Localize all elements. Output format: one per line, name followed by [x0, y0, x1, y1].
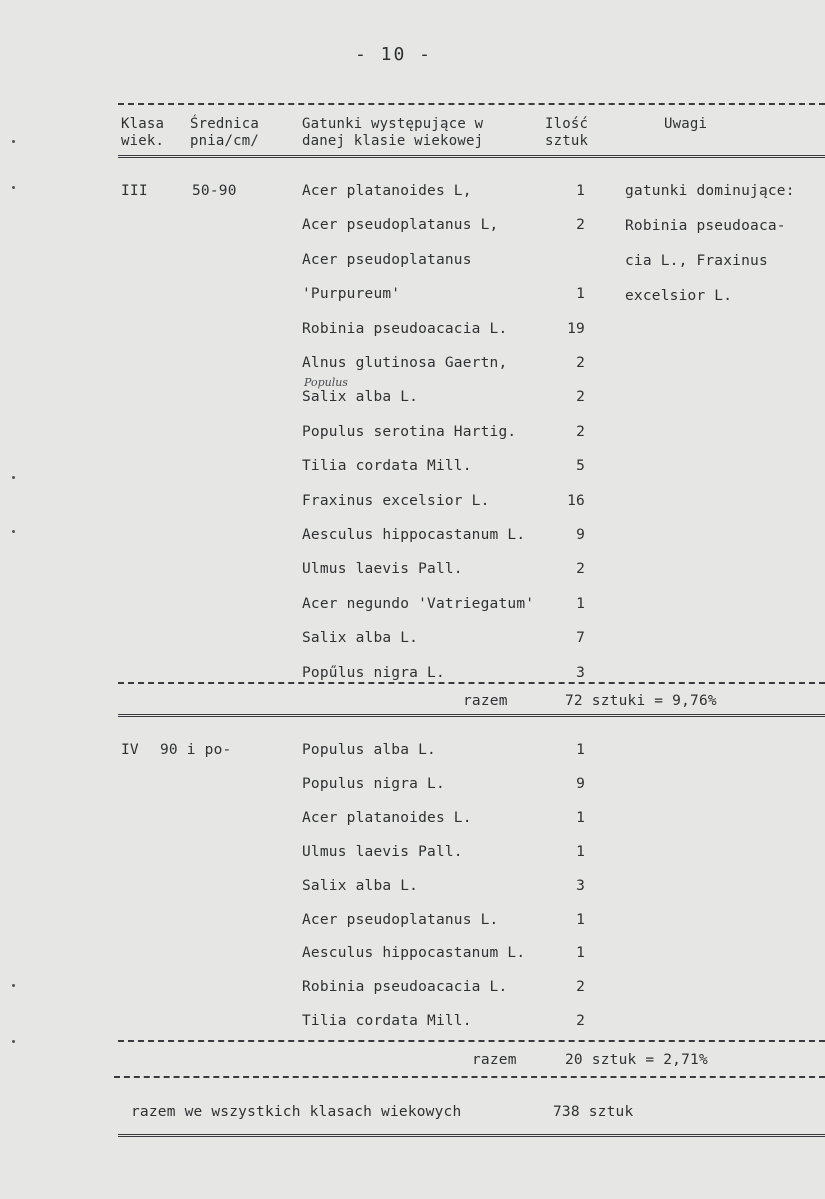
species-count: 19 — [567, 320, 585, 337]
species-count: 2 — [576, 217, 585, 234]
header-ilosc-1: Ilość — [545, 116, 589, 132]
species-name: Populus serotina Hartig. — [302, 423, 517, 440]
species-name: Salix alba L. — [302, 877, 419, 894]
species-count: 1 — [576, 742, 585, 758]
species-name: Alnus glutinosa Gaertn, — [302, 355, 508, 371]
species-name: Aesculus hippocastanum L. — [302, 945, 526, 962]
species-name: Acer pseudoplatanus L, — [302, 217, 499, 234]
species-name: Tilia cordata Mill. — [302, 458, 472, 475]
header-bottom-rule — [118, 155, 825, 158]
group4-srednica: 90 i po- — [160, 742, 232, 758]
species-count: 1 — [576, 911, 585, 928]
header-gatunki-1: Gatunki występujące w — [302, 116, 484, 132]
header-ilosc-2: sztuk — [545, 133, 589, 149]
species-name: Salix alba L. — [302, 630, 419, 647]
group3-total-label: razem — [463, 693, 508, 709]
species-count: 9 — [576, 527, 585, 543]
species-name: Popűlus nigra L. — [302, 664, 445, 681]
species-name: Acer negundo 'Vatriegatum' — [302, 595, 535, 612]
species-count: 2 — [576, 1013, 585, 1030]
species-name: Acer pseudoplatanus L. — [302, 911, 499, 928]
species-count: 3 — [576, 664, 585, 681]
group3-note-line: cia L., Fraxinus — [625, 253, 768, 269]
group4-total-value: 20 sztuk = 2,71% — [565, 1052, 708, 1068]
header-uwagi: Uwagi — [664, 116, 708, 132]
header-klasa-2: wiek. — [121, 133, 165, 149]
header-srednica-2: pnia/cm/ — [190, 133, 260, 149]
species-count: 1 — [576, 809, 585, 826]
species-count: 2 — [576, 423, 585, 440]
species-name: Ulmus laevis Pall. — [302, 561, 463, 578]
group3-subtotal-rule — [118, 682, 825, 684]
page-number: - 10 - — [355, 44, 433, 65]
margin-dot — [12, 1040, 15, 1043]
species-name: Acer platanoides L, — [302, 183, 472, 199]
group4-subtotal-rule — [118, 1040, 825, 1042]
header-gatunki-2: danej klasie wiekowej — [302, 133, 484, 149]
species-count: 1 — [576, 183, 585, 199]
group3-note-line: gatunki dominujące: — [625, 183, 795, 199]
species-count: 2 — [576, 355, 585, 371]
species-name: Populus nigra L. — [302, 775, 445, 792]
group3-srednica: 50-90 — [192, 183, 237, 199]
margin-dot — [12, 476, 15, 479]
species-name: Aesculus hippocastanum L. — [302, 527, 526, 543]
margin-dot — [12, 984, 15, 987]
handwritten-annotation: Populus — [304, 376, 348, 389]
species-count: 3 — [576, 877, 585, 894]
group3-end-rule — [118, 714, 825, 717]
species-name: Fraxinus excelsior L. — [302, 492, 490, 509]
header-srednica-1: Średnica — [190, 116, 260, 132]
margin-dot — [12, 186, 15, 189]
species-count: 1 — [576, 595, 585, 612]
species-count: 16 — [567, 492, 585, 509]
margin-dot — [12, 140, 15, 143]
header-klasa-1: Klasa — [121, 116, 165, 132]
group4-klasa: IV — [121, 742, 139, 758]
species-name: Robinia pseudoacacia L. — [302, 320, 508, 337]
grand-total-value: 738 sztuk — [553, 1104, 634, 1120]
species-name: Tilia cordata Mill. — [302, 1013, 472, 1030]
species-count: 9 — [576, 775, 585, 792]
species-name: Robinia pseudoacacia L. — [302, 979, 508, 996]
group3-klasa: III — [121, 183, 148, 199]
species-name: Populus alba L. — [302, 742, 436, 758]
species-count: 2 — [576, 561, 585, 578]
species-name: 'Purpureum' — [302, 286, 401, 303]
table-top-rule — [118, 103, 825, 105]
group4-end-rule — [114, 1076, 825, 1078]
species-count: 1 — [576, 286, 585, 303]
species-count: 2 — [576, 979, 585, 996]
group3-note-line: excelsior L. — [625, 288, 733, 304]
grand-total-label: razem we wszystkich klasach wiekowych — [131, 1104, 462, 1120]
species-name: Acer platanoides L. — [302, 809, 472, 826]
species-name: Acer pseudoplatanus — [302, 251, 472, 268]
species-count: 5 — [576, 458, 585, 475]
group3-total-value: 72 sztuki = 9,76% — [565, 693, 717, 709]
group4-total-label: razem — [472, 1052, 517, 1068]
species-count: 2 — [576, 389, 585, 406]
group3-note-line: Robinia pseudoaca- — [625, 218, 786, 234]
table-bottom-rule — [118, 1134, 825, 1137]
species-name: Ulmus laevis Pall. — [302, 843, 463, 860]
species-count: 1 — [576, 945, 585, 962]
margin-dot — [12, 530, 15, 533]
species-count: 7 — [576, 630, 585, 647]
species-name: Salix alba L. — [302, 389, 419, 406]
species-count: 1 — [576, 843, 585, 860]
